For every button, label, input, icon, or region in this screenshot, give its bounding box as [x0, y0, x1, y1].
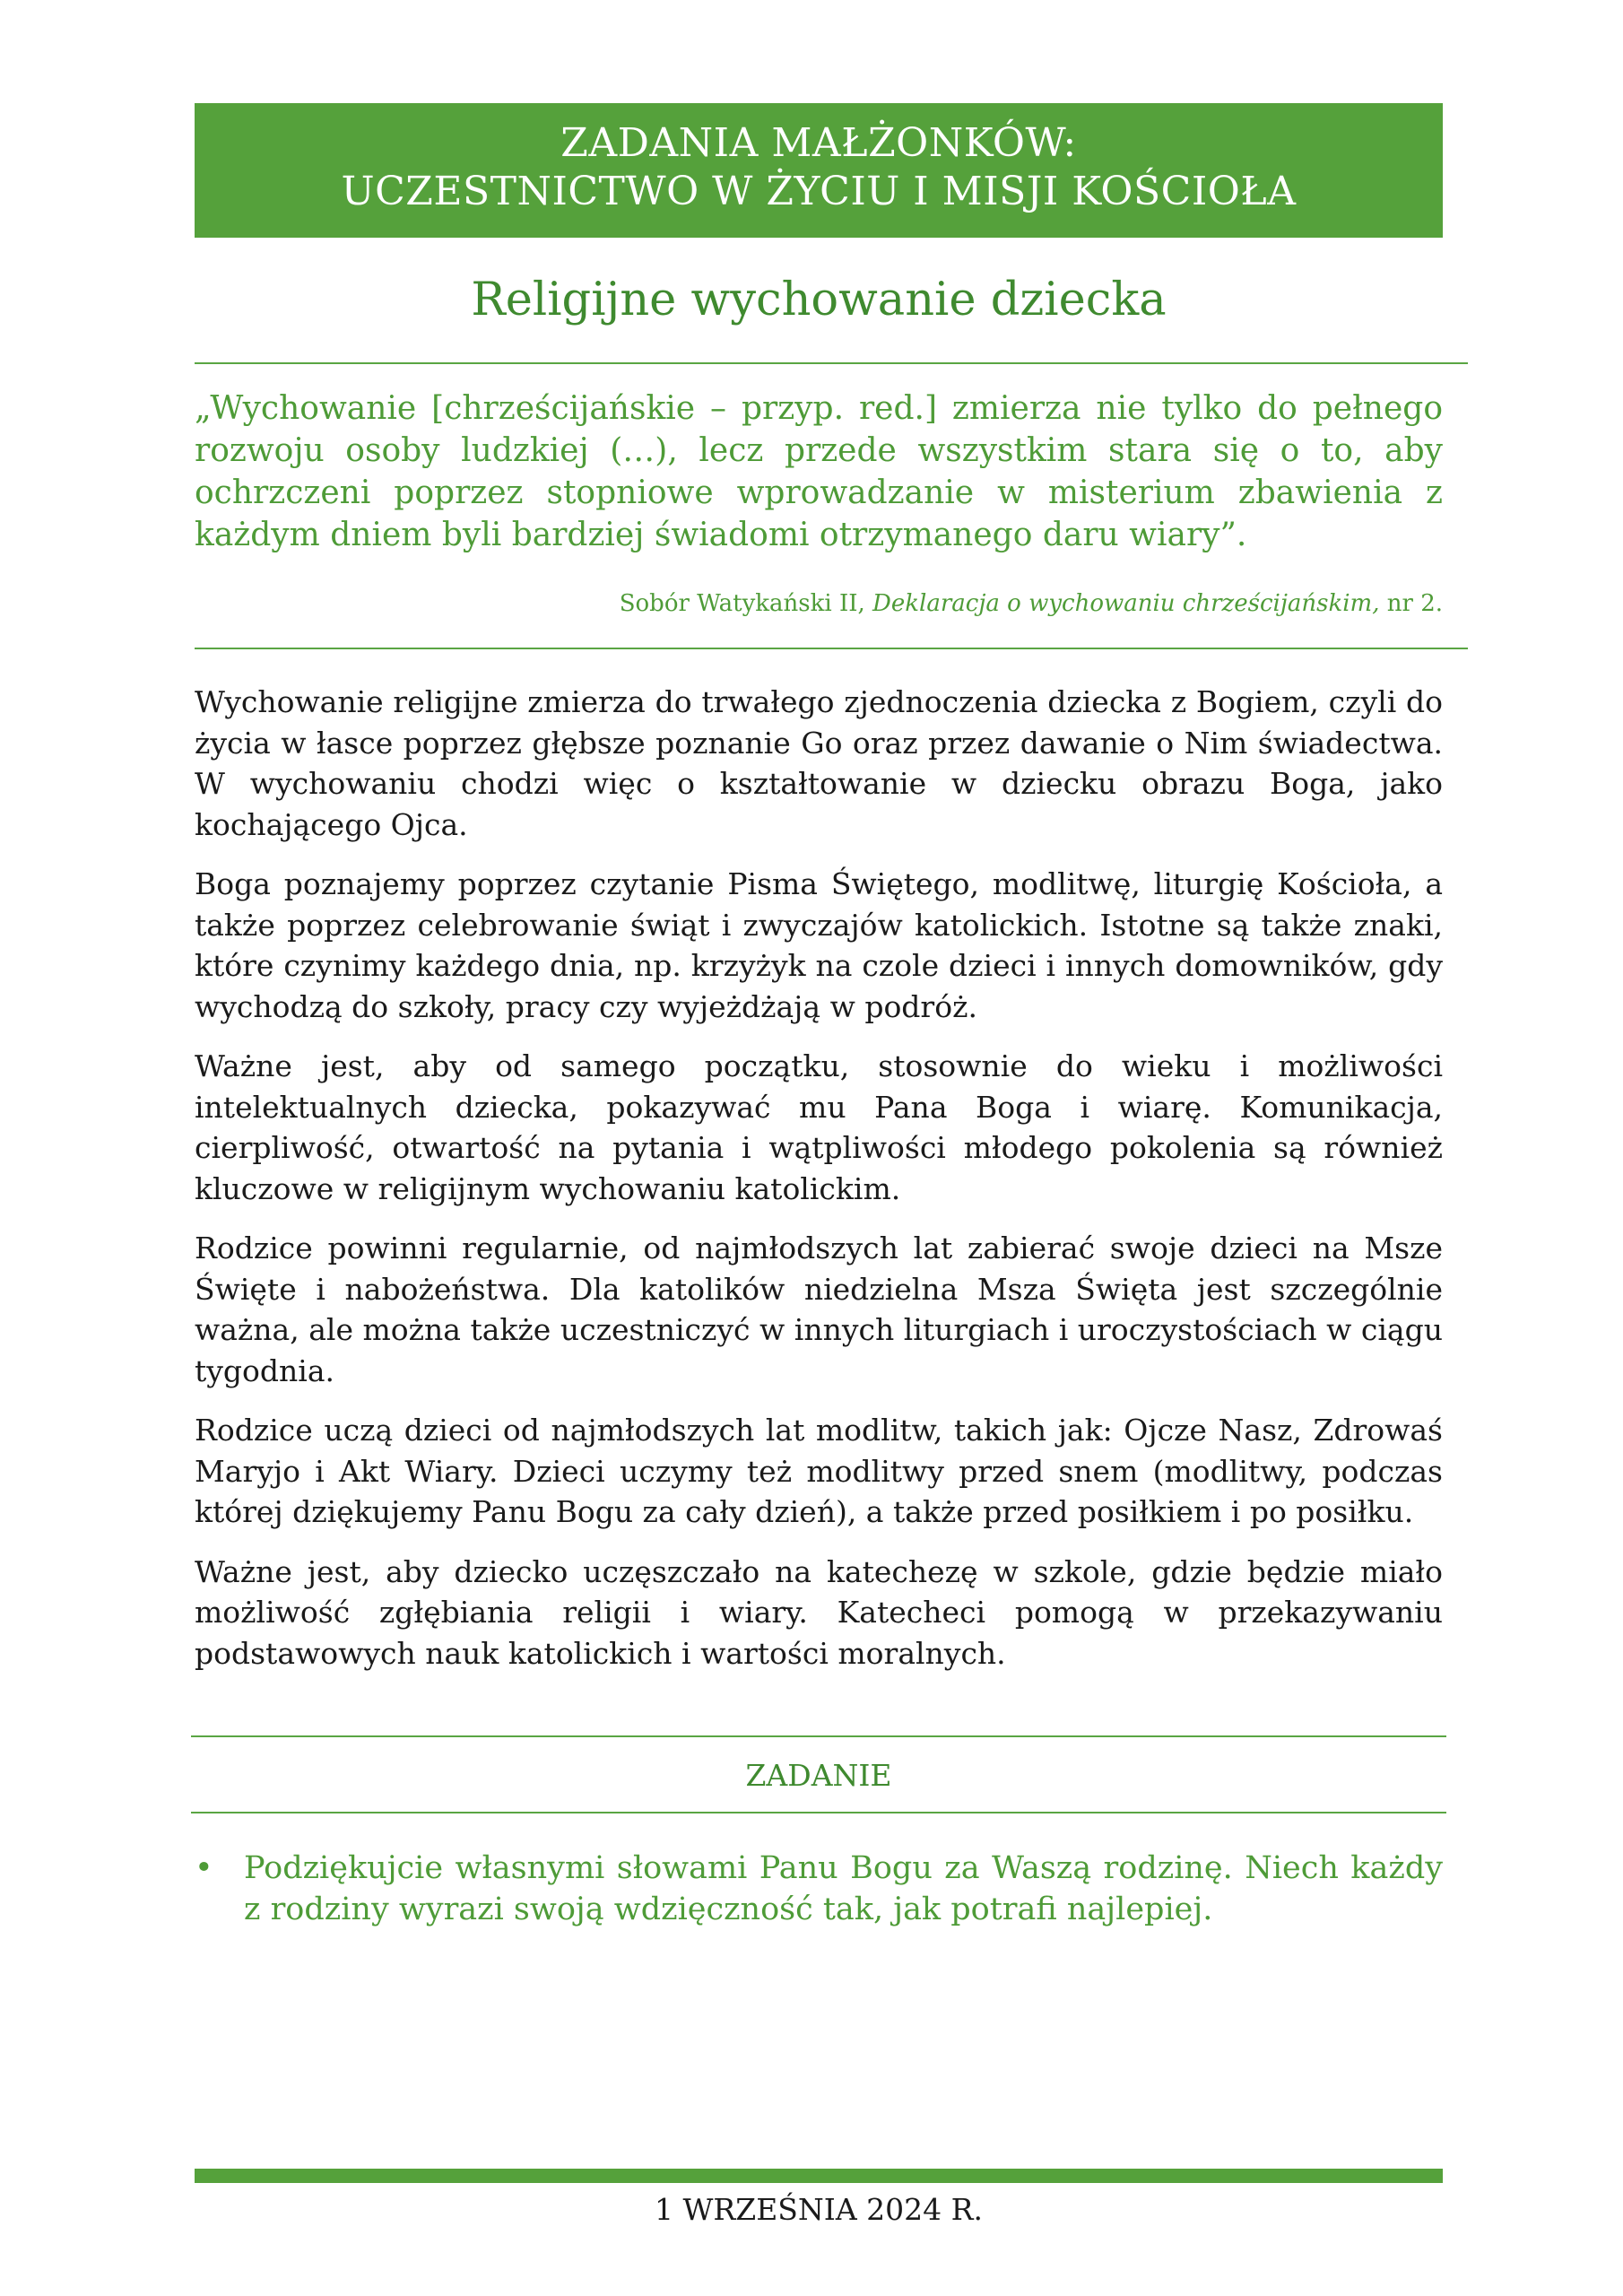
- divider-top: [195, 362, 1468, 364]
- divider-quote-bottom: [195, 648, 1468, 649]
- quote-source-author: Sobór Watykański II,: [619, 590, 873, 617]
- quote-source: [195, 587, 1443, 620]
- body-text: [195, 682, 1443, 1692]
- task-list: [195, 1848, 1443, 1930]
- body-paragraph: Rodzice uczą dzieci od najmłodszych lat modlitw, takich jak: Ojcze Nasz, Zdrowaś Maryjo i Akt Wiary. Dzieci uczymy też modlitwy przed snem (modlitwy, podczas której dziękujemy Panu Bogu za cały dzień), a także przed posiłkiem i po posiłku.: [195, 1413, 1443, 1529]
- body-paragraph: Ważne jest, aby od samego początku, stosownie do wieku i możliwości intelektualnych dziecka, pokazywać mu Pana Boga i wiarę. Komunikacja, cierpliwość, otwartość na pytania i wątpliwości młodego pokolenia są również kluczowe w religijnym wychowaniu katolickim.: [195, 1048, 1443, 1206]
- divider-task-bottom: [191, 1812, 1446, 1813]
- footer-date: 1 WRZEŚNIA 2024 R.: [655, 2192, 983, 2227]
- bullet-icon: •: [195, 1850, 213, 1886]
- quote-source-number: nr 2.: [1379, 590, 1443, 617]
- divider-task-top: [191, 1735, 1446, 1737]
- quote-text: „Wychowanie [chrześcijańskie – przyp. red.] zmierza nie tylko do pełnego rozwoju osoby ludzkiej (…), lecz przede wszystkim stara się o to, aby ochrzczeni poprzez stopniowe wprowadzanie w misterium zbawienia z każdym dniem byli bardziej świadomi otrzymanego daru wiary”.: [195, 390, 1443, 553]
- body-paragraph: Rodzice powinni regularnie, od najmłodszych lat zabierać swoje dzieci na Msze Święte i nabożeństwa. Dla katolików niedzielna Msza Święta jest szczególnie ważna, ale można także uczestniczyć w innych liturgiach i uroczystościach w ciągu tygodnia.: [195, 1231, 1443, 1388]
- task-item: [195, 1848, 1443, 1930]
- title-banner: [195, 103, 1443, 238]
- title-line-1: ZADANIA MAŁŻONKÓW:: [560, 120, 1077, 166]
- body-paragraph: Boga poznajemy poprzez czytanie Pisma Świętego, modlitwę, liturgię Kościoła, a także poprzez celebrowanie świąt i zwyczajów katolickich. Istotne są także znaki, które czynimy każdego dnia, np. krzyżyk na czole dzieci i innych domowników, gdy wychodzą do szkoły, pracy czy wyjeżdżają w podróż.: [195, 866, 1443, 1024]
- task-item-text: Podziękujcie własnymi słowami Panu Bogu za Waszą rodzinę. Niech każdy z rodziny wyrazi swoją wdzięczność tak, jak potrafi najlepiej.: [244, 1850, 1443, 1927]
- quote-source-title: Deklaracja o wychowaniu chrześcijańskim,: [872, 590, 1380, 617]
- body-paragraph: Ważne jest, aby dziecko uczęszczało na katechezę w szkole, gdzie będzie miało możliwość zgłębiania religii i wiary. Katecheci pomogą w przekazywaniu podstawowych nauk katolickich i wartości moralnych.: [195, 1553, 1443, 1671]
- task-heading: ZADANIE: [745, 1758, 892, 1793]
- title-line-2: UCZESTNICTWO W ŻYCIU I MISJI KOŚCIOŁA: [341, 169, 1297, 214]
- footer-bar: [195, 2169, 1443, 2183]
- body-paragraph: Wychowanie religijne zmierza do trwałego zjednoczenia dziecka z Bogiem, czyli do życia w łasce poprzez głębsze poznanie Go oraz przez dawanie o Nim świadectwa. W wychowaniu chodzi więc o kształtowanie w dziecku obrazu Boga, jako kochającego Ojca.: [195, 684, 1443, 842]
- page-subtitle: Religijne wychowanie dziecka: [471, 274, 1167, 326]
